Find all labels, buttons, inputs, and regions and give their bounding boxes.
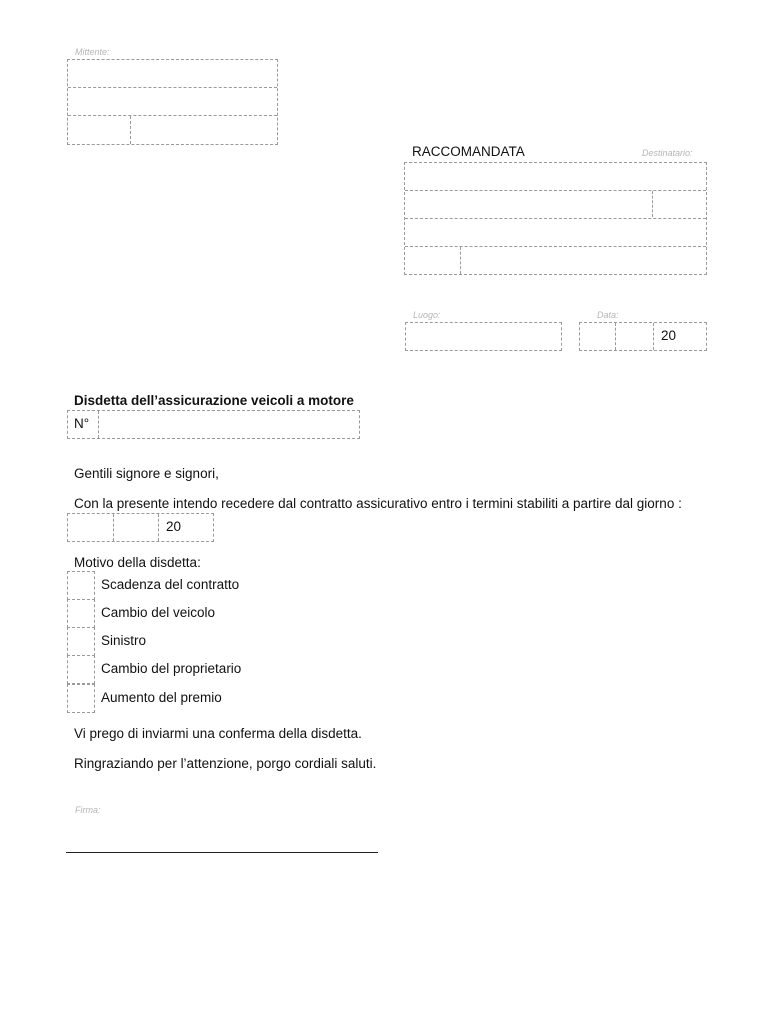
registered-mail-label: RACCOMANDATA (412, 144, 525, 159)
sender-address-fields[interactable] (67, 59, 278, 145)
reason-checkbox-premium-increase[interactable] (67, 684, 95, 713)
start-date-year-prefix: 20 (166, 519, 182, 534)
closing-text: Ringraziando per l’attenzione, porgo cordiali saluti. (74, 756, 377, 771)
intro-text: Con la presente intendo recedere dal contratto assicurativo entro i termini stabiliti a partire dal giorno : (74, 496, 682, 511)
policy-number-label: N° (74, 416, 90, 431)
greeting: Gentili signore e signori, (74, 466, 219, 481)
signature-line[interactable] (66, 852, 378, 853)
date-field[interactable] (579, 322, 707, 351)
reason-title: Motivo della disdetta: (74, 555, 201, 570)
subject-title: Disdetta dell’assicurazione veicoli a motore (74, 393, 354, 408)
reason-label: Cambio del veicolo (101, 605, 216, 620)
reason-label: Sinistro (101, 633, 147, 648)
date-label: Data: (597, 310, 619, 320)
reason-checkbox-vehicle-change[interactable] (67, 599, 95, 628)
reason-label: Cambio del proprietario (101, 661, 242, 676)
request-text: Vi prego di inviarmi una conferma della disdetta. (74, 726, 362, 741)
reason-checkbox-owner-change[interactable] (67, 655, 95, 684)
reason-checkbox-contract-expiry[interactable] (67, 571, 95, 600)
date-year-prefix: 20 (661, 328, 677, 343)
reason-checkbox-claim[interactable] (67, 627, 95, 656)
place-field[interactable] (405, 322, 562, 351)
recipient-label: Destinatario: (642, 148, 693, 158)
sender-label: Mittente: (75, 47, 110, 57)
reason-label: Aumento del premio (101, 690, 222, 705)
policy-number-field[interactable] (67, 410, 360, 439)
recipient-address-fields[interactable] (404, 162, 707, 275)
signature-label: Firma: (75, 805, 101, 815)
reason-label: Scadenza del contratto (101, 577, 240, 592)
start-date-field[interactable] (67, 513, 214, 542)
place-label: Luogo: (413, 310, 441, 320)
